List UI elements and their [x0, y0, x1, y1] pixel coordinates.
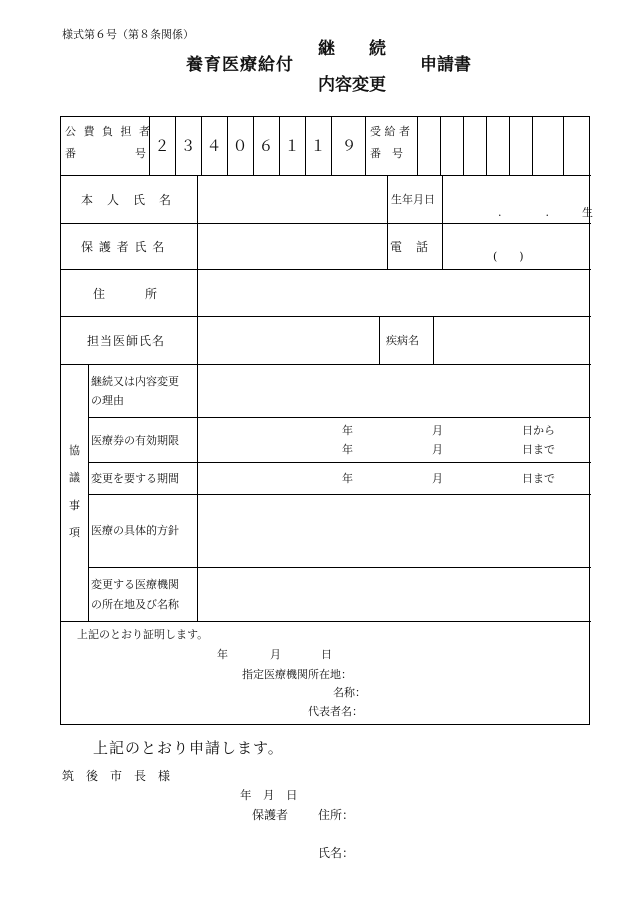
- birth-date-label: 生年月日: [391, 193, 435, 206]
- certification-location-label: 指定医療機関所在地：: [242, 668, 352, 681]
- validity-to-month: 月: [432, 443, 443, 456]
- guardian-name-label: 保 護 者 氏 名: [81, 240, 166, 254]
- institution-label-line2: の所在地及び名称: [91, 598, 179, 611]
- payer-digit[interactable]: ９: [341, 137, 357, 155]
- period-label: 変更を要する期間: [91, 472, 179, 485]
- row-divider: [88, 417, 591, 418]
- row-divider: [88, 462, 591, 463]
- payer-label-line1: 公 費 負 担 者: [65, 125, 152, 138]
- reason-label-line1: 継続又は内容変更: [91, 375, 179, 388]
- payer-digit[interactable]: １: [284, 137, 300, 155]
- payer-label-line2-b: 号: [135, 147, 146, 160]
- phone-template: ( ): [493, 250, 524, 263]
- application-guardian-label: 保護者: [252, 808, 289, 822]
- payer-digit[interactable]: １: [310, 137, 326, 155]
- recipient-label-line2: 番 号: [370, 147, 403, 160]
- patient-name-label: 本 人 氏 名: [81, 193, 173, 207]
- col-divider: [509, 117, 510, 175]
- reason-label-line2: の理由: [91, 394, 124, 407]
- application-statement: 上記のとおり申請します。: [93, 739, 284, 757]
- row-divider: [88, 494, 591, 495]
- recipient-label-line1: 受 給 者: [370, 125, 410, 138]
- doctor-name-label: 担当医師氏名: [87, 334, 166, 348]
- payer-label-line2-a: 番: [65, 147, 76, 160]
- col-divider: [88, 364, 89, 621]
- birth-date-template: . . 生: [498, 206, 593, 219]
- col-divider: [387, 175, 388, 269]
- title-option-continuation: 継 続: [318, 39, 386, 59]
- payer-digit[interactable]: ０: [232, 137, 248, 155]
- policy-label: 医療の具体的方針: [91, 524, 179, 537]
- certification-day: 日: [321, 648, 332, 661]
- col-divider: [563, 117, 564, 175]
- payer-digit[interactable]: ３: [180, 137, 196, 155]
- application-name-label: 氏名：: [318, 846, 355, 860]
- title-main: 養育医療給付: [186, 55, 294, 75]
- application-form: [60, 116, 593, 725]
- certification-statement: 上記のとおり証明します。: [77, 628, 209, 641]
- row-divider: [61, 316, 591, 317]
- row-divider: [61, 175, 591, 176]
- row-divider: [61, 269, 591, 270]
- col-divider: [440, 117, 441, 175]
- phone-label: 電 話: [390, 240, 430, 254]
- row-divider: [61, 621, 591, 622]
- col-divider: [442, 175, 443, 269]
- col-divider: [433, 316, 434, 364]
- validity-to-day: 日まで: [522, 443, 555, 456]
- payer-digit[interactable]: ６: [258, 137, 274, 155]
- col-divider: [417, 117, 418, 175]
- title-suffix: 申請書: [420, 55, 471, 75]
- institution-label-line1: 変更する医療機関: [91, 578, 179, 591]
- validity-to-year: 年: [342, 443, 353, 456]
- col-divider: [486, 117, 487, 175]
- col-divider: [197, 364, 198, 621]
- consultation-side-char: 協: [69, 444, 80, 457]
- validity-from-month: 月: [432, 424, 443, 437]
- address-label: 住 所: [93, 287, 159, 301]
- certification-month: 月: [270, 648, 281, 661]
- col-divider: [365, 117, 366, 175]
- form-number: 様式第６号（第８条関係）: [62, 28, 194, 41]
- validity-from-day: 日から: [522, 424, 555, 437]
- disease-label: 疾病名: [386, 334, 419, 347]
- title-option-change: 内容変更: [318, 75, 386, 95]
- application-address-label: 住所：: [318, 808, 355, 822]
- validity-from-year: 年: [342, 424, 353, 437]
- addressee: 筑 後 市 長 様: [62, 769, 171, 783]
- consultation-side-char: 項: [69, 526, 80, 539]
- certification-name-label: 名称：: [333, 686, 366, 699]
- row-divider: [88, 567, 591, 568]
- consultation-side-char: 議: [69, 471, 80, 484]
- certification-year: 年: [217, 648, 228, 661]
- period-to-year: 年: [342, 472, 353, 485]
- col-divider: [197, 175, 198, 364]
- payer-digit[interactable]: ２: [154, 137, 170, 155]
- period-to-month: 月: [432, 472, 443, 485]
- row-divider: [61, 223, 591, 224]
- certification-rep-label: 代表者名：: [308, 705, 363, 718]
- row-divider: [61, 364, 591, 365]
- period-to-day: 日まで: [522, 472, 555, 485]
- col-divider: [379, 316, 380, 364]
- application-date: 年 月 日: [240, 788, 298, 802]
- col-divider: [331, 117, 332, 175]
- validity-label: 医療券の有効期限: [91, 434, 179, 447]
- col-divider: [532, 117, 533, 175]
- consultation-side-char: 事: [69, 499, 80, 512]
- payer-digit[interactable]: ４: [206, 137, 222, 155]
- col-divider: [463, 117, 464, 175]
